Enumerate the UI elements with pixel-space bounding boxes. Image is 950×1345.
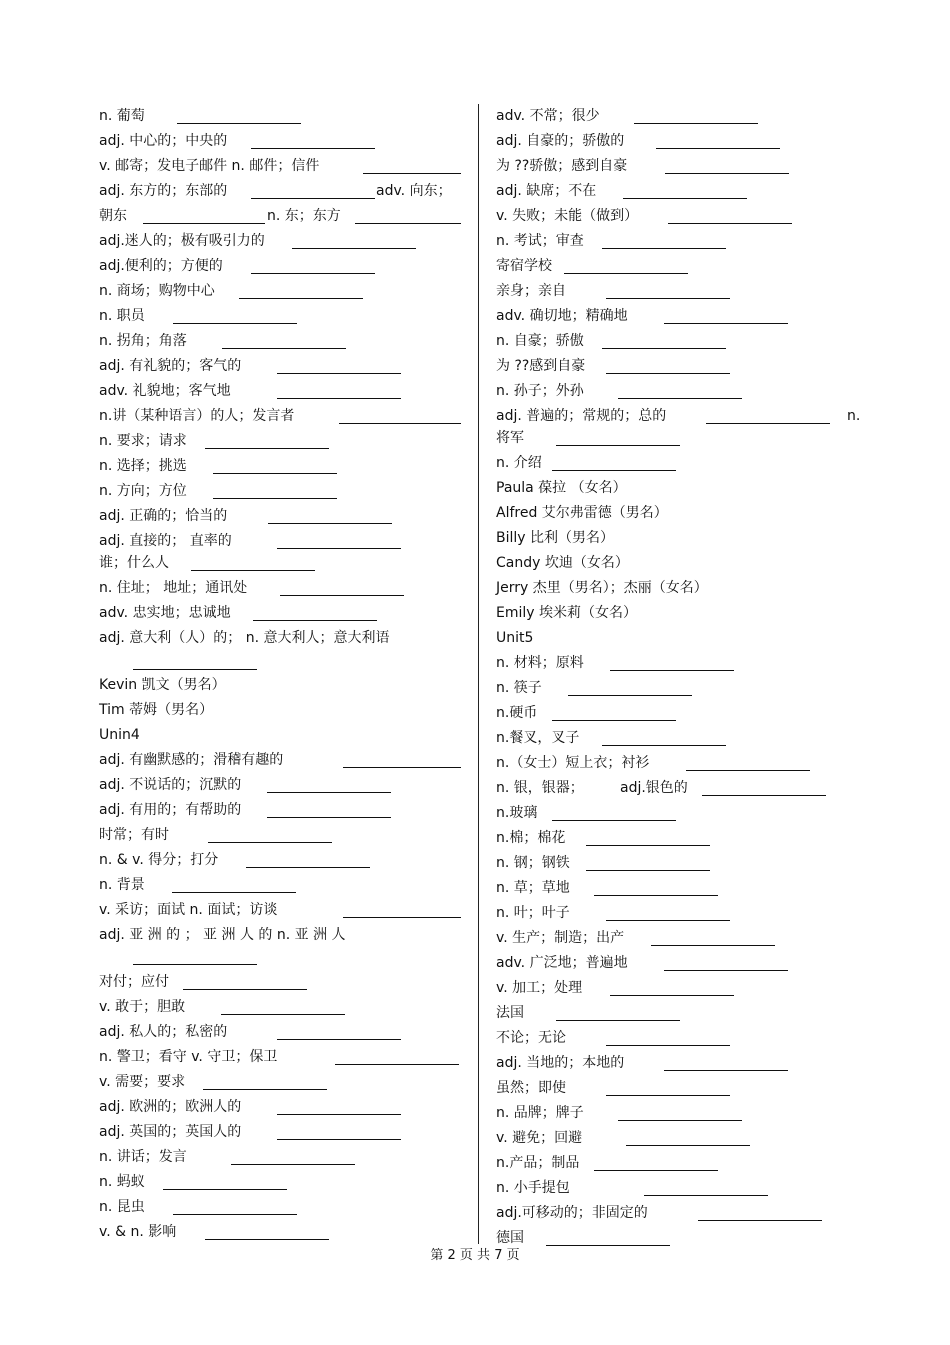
answer-blank[interactable] — [602, 745, 726, 746]
vocab-prompt: adj. 有用的；有帮助的 — [99, 802, 242, 818]
vocab-prompt: n. 钢；钢铁 — [496, 855, 570, 871]
vocab-row — [496, 901, 860, 926]
answer-blank[interactable] — [183, 989, 307, 990]
answer-blank[interactable] — [251, 148, 375, 149]
answer-blank[interactable] — [610, 995, 734, 996]
vocab-prompt: n. 方向；方位 — [99, 483, 187, 499]
vocab-prompt: Paula 葆拉 （女名） — [496, 480, 627, 496]
vocab-row — [496, 776, 860, 801]
answer-blank[interactable] — [552, 720, 676, 721]
vocab-prompt: adv. 确切地；精确地 — [496, 308, 628, 324]
vocab-prompt: n.（女士）短上衣；衬衫 — [496, 755, 650, 771]
answer-blank[interactable] — [602, 248, 726, 249]
answer-blank[interactable] — [221, 1014, 345, 1015]
vocab-row — [99, 970, 463, 995]
vocab-row — [99, 454, 463, 479]
answer-blank[interactable] — [656, 148, 780, 149]
vocab-row — [99, 995, 463, 1020]
vocab-row — [99, 773, 463, 798]
vocab-prompt: adj.可移动的；非固定的 — [496, 1205, 648, 1221]
vocab-prompt: adj. 正确的；恰当的 — [99, 508, 228, 524]
page-number-footer: 第 2 页 共 7 页 — [430, 1248, 520, 1263]
answer-blank[interactable] — [606, 1095, 730, 1096]
vocab-prompt: Billy 比利（男名） — [496, 530, 615, 546]
vocab-row — [99, 404, 463, 429]
vocab-row — [99, 748, 463, 773]
answer-blank[interactable] — [246, 867, 370, 868]
answer-blank[interactable] — [343, 767, 461, 768]
vocab-prompt: adj. 私人的；私密的 — [99, 1024, 228, 1040]
vocab-prompt: 亲身；亲自 — [496, 283, 566, 299]
vocab-prompt: Tim 蒂姆（男名） — [99, 702, 214, 718]
vocab-prompt: adv. 广泛地；普遍地 — [496, 955, 628, 971]
vocab-row — [496, 676, 860, 701]
answer-blank[interactable] — [277, 548, 401, 549]
vocab-prompt: n. 昆虫 — [99, 1199, 145, 1215]
answer-blank[interactable] — [606, 1045, 730, 1046]
answer-blank[interactable] — [213, 498, 337, 499]
answer-blank[interactable] — [251, 198, 375, 199]
vocab-prompt: n. 蚂蚁 — [99, 1174, 145, 1190]
vocab-prompt: n. 考试；审查 — [496, 233, 584, 249]
vocab-row — [496, 354, 860, 379]
answer-blank[interactable] — [644, 1195, 768, 1196]
vocab-row — [496, 204, 860, 229]
vocab-prompt: adv. 忠实地；忠诚地 — [99, 605, 231, 621]
vocab-row — [496, 726, 860, 751]
name-row — [496, 476, 860, 501]
name-row — [496, 551, 860, 576]
vocab-row — [496, 104, 860, 129]
answer-blank[interactable] — [606, 298, 730, 299]
vocab-prompt: 德国 — [496, 1230, 524, 1246]
vocab-prompt: adj. 亚 洲 的 ； 亚 洲 人 的 n. 亚 洲 人 — [99, 927, 346, 943]
name-row — [496, 526, 860, 551]
vocab-prompt: 为 ??骄傲；感到自豪 — [496, 158, 628, 174]
vocab-row — [99, 626, 463, 673]
vocab-row — [496, 751, 860, 776]
unit-title: Unin4 — [99, 727, 140, 743]
vocab-row — [99, 848, 463, 873]
vocab-prompt: v. & n. 影响 — [99, 1224, 177, 1240]
vocab-row — [496, 1126, 860, 1151]
vocab-prompt: adv. 不常；很少 — [496, 108, 600, 124]
vocab-prompt: v. 加工；处理 — [496, 980, 583, 996]
vocab-prompt: 寄宿学校 — [496, 258, 552, 274]
vocab-row — [496, 1151, 860, 1176]
answer-blank[interactable] — [173, 323, 297, 324]
vocab-prompt: v. 需要；要求 — [99, 1074, 186, 1090]
vocab-row — [99, 279, 463, 304]
vocab-row — [99, 504, 463, 529]
answer-blank[interactable] — [292, 248, 416, 249]
vocab-prompt: Emily 埃米莉（女名） — [496, 605, 637, 621]
answer-blank[interactable] — [251, 273, 375, 274]
answer-blank[interactable] — [268, 523, 392, 524]
vocab-row — [99, 1195, 463, 1220]
vocab-prompt: v. 敢于；胆敢 — [99, 999, 186, 1015]
vocab-row — [99, 154, 463, 179]
answer-blank[interactable] — [552, 470, 676, 471]
vocab-row — [496, 1201, 860, 1226]
answer-blank[interactable] — [668, 223, 792, 224]
answer-blank[interactable] — [163, 1189, 287, 1190]
answer-blank[interactable] — [177, 123, 301, 124]
answer-blank[interactable] — [568, 695, 692, 696]
unit-title: Unit5 — [496, 630, 534, 646]
answer-blank[interactable] — [586, 845, 710, 846]
answer-blank[interactable] — [556, 1020, 680, 1021]
vocab-row — [496, 976, 860, 1001]
answer-blank[interactable] — [231, 1164, 355, 1165]
vocab-row — [496, 926, 860, 951]
vocab-row — [99, 304, 463, 329]
answer-blank[interactable] — [213, 473, 337, 474]
vocab-row — [496, 154, 860, 179]
vocab-row — [496, 1026, 860, 1051]
answer-blank[interactable] — [702, 795, 826, 796]
vocab-prompt: n. 材料；原料 — [496, 655, 584, 671]
vocab-row — [99, 1020, 463, 1045]
vocab-prompt: 不论；无论 — [496, 1030, 566, 1046]
vocab-prompt: Kevin 凯文（男名） — [99, 677, 226, 693]
vocab-prompt: n.餐叉，叉子 — [496, 730, 580, 746]
vocab-row — [496, 826, 860, 851]
vocab-row — [99, 823, 463, 848]
vocab-prompt: n.产品；制品 — [496, 1155, 580, 1171]
vocab-prompt: n.玻璃 — [496, 805, 538, 821]
vocab-prompt: n. 叶；叶子 — [496, 905, 570, 921]
name-row — [99, 698, 463, 723]
vocab-row — [496, 701, 860, 726]
vocab-prompt: adv. 礼貌地；客气地 — [99, 383, 231, 399]
answer-blank[interactable] — [602, 348, 726, 349]
vocab-prompt: 将军 — [496, 430, 524, 446]
vocab-row — [496, 876, 860, 901]
answer-blank[interactable] — [594, 895, 718, 896]
vocab-row — [496, 129, 860, 154]
vocab-prompt: n. 介绍 — [496, 455, 542, 471]
vocab-prompt: n.硬币 — [496, 705, 538, 721]
answer-blank[interactable] — [277, 1114, 401, 1115]
answer-blank[interactable] — [267, 792, 391, 793]
vocab-row — [99, 898, 463, 923]
answer-blank[interactable] — [698, 1220, 822, 1221]
answer-blank[interactable] — [203, 1089, 327, 1090]
vocab-prompt: n. 自豪；骄傲 — [496, 333, 584, 349]
vocab-prompt: adj. 不说话的；沉默的 — [99, 777, 242, 793]
vocab-row — [99, 354, 463, 379]
vocab-row — [496, 1076, 860, 1101]
vocab-prompt: adj. 有礼貌的；客气的 — [99, 358, 242, 374]
name-row — [496, 501, 860, 526]
vocab-row — [496, 179, 860, 204]
answer-blank[interactable] — [606, 373, 730, 374]
vocab-prompt: n. 孙子；外孙 — [496, 383, 584, 399]
answer-blank[interactable] — [586, 870, 710, 871]
vocab-row — [99, 529, 463, 576]
vocab-prompt-inline: n. 东；东方 — [267, 208, 341, 224]
vocab-row — [496, 1001, 860, 1026]
vocab-prompt: adj. 中心的；中央的 — [99, 133, 228, 149]
answer-blank[interactable] — [556, 445, 680, 446]
answer-blank[interactable] — [339, 423, 461, 424]
vocab-prompt: adj.迷人的；极有吸引力的 — [99, 233, 265, 249]
vocab-prompt: adj. 普遍的；常规的；总的 — [496, 408, 667, 424]
left-column — [99, 104, 463, 1245]
vocab-row — [496, 851, 860, 876]
vocab-prompt: n. 职员 — [99, 308, 145, 324]
answer-blank[interactable] — [664, 970, 788, 971]
answer-blank[interactable] — [239, 298, 363, 299]
answer-blank[interactable] — [623, 198, 747, 199]
vocab-row — [99, 576, 463, 601]
vocab-row — [496, 329, 860, 354]
vocab-row — [99, 229, 463, 254]
answer-blank[interactable] — [618, 1120, 742, 1121]
answer-blank[interactable] — [277, 1139, 401, 1140]
answer-blank[interactable] — [267, 817, 391, 818]
vocab-prompt: adj. 欧洲的；欧洲人的 — [99, 1099, 242, 1115]
vocab-prompt: n. 小手提包 — [496, 1180, 570, 1196]
vocab-row — [496, 1051, 860, 1076]
vocab-row — [99, 1120, 463, 1145]
vocab-prompt: 时常；有时 — [99, 827, 169, 843]
answer-blank[interactable] — [610, 670, 734, 671]
vocab-row — [496, 279, 860, 304]
vocab-prompt: n. 银，银器； — [496, 780, 584, 796]
answer-blank[interactable] — [205, 448, 329, 449]
vocab-prompt: n. 草；草地 — [496, 880, 570, 896]
vocab-row — [496, 951, 860, 976]
answer-blank[interactable] — [618, 398, 742, 399]
vocab-row — [496, 801, 860, 826]
answer-blank[interactable] — [355, 223, 461, 224]
vocab-prompt: v. 避免；回避 — [496, 1130, 583, 1146]
answer-blank[interactable] — [606, 920, 730, 921]
vocab-prompt: 为 ??感到自豪 — [496, 358, 586, 374]
vocab-row — [496, 304, 860, 329]
vocab-prompt: n. 要求；请求 — [99, 433, 187, 449]
answer-blank[interactable] — [253, 620, 377, 621]
vocab-prompt: adj. 有幽默感的；滑稽有趣的 — [99, 752, 284, 768]
vocab-prompt: 对付；应付 — [99, 974, 169, 990]
vocab-row — [99, 204, 463, 229]
vocab-prompt: n. 商场；购物中心 — [99, 283, 215, 299]
vocab-row — [99, 379, 463, 404]
vocab-prompt: 朝东 — [99, 208, 127, 224]
vocab-row — [496, 651, 860, 676]
vocab-prompt: adj. 缺席；不在 — [496, 183, 597, 199]
vocab-prompt: 虽然；即使 — [496, 1080, 566, 1096]
answer-blank[interactable] — [363, 173, 461, 174]
vocab-prompt: v. 邮寄；发电子邮件 n. 邮件；信件 — [99, 158, 320, 174]
vocab-row — [99, 104, 463, 129]
vocab-prompt: v. 采访；面试 n. 面试；访谈 — [99, 902, 278, 918]
unit-heading — [99, 723, 463, 748]
vocab-prompt: 谁；什么人 — [99, 555, 169, 571]
vocab-prompt-inline: adv. 向东； — [376, 183, 452, 199]
vocab-prompt: adj.便利的；方便的 — [99, 258, 223, 274]
vocab-row — [99, 873, 463, 898]
answer-blank[interactable] — [173, 1214, 297, 1215]
vocab-prompt: Alfred 艾尔弗雷德（男名） — [496, 505, 668, 521]
answer-blank[interactable] — [626, 1145, 750, 1146]
vocab-prompt: adj. 当地的；本地的 — [496, 1055, 625, 1071]
vocab-row — [99, 129, 463, 154]
vocab-row — [99, 1095, 463, 1120]
vocab-prompt: n. 品牌；牌子 — [496, 1105, 584, 1121]
vocab-prompt-inline: n. — [847, 408, 861, 424]
vocab-prompt: n. & v. 得分；打分 — [99, 852, 219, 868]
vocab-prompt: n. 选择；挑选 — [99, 458, 187, 474]
vocab-prompt: Jerry 杰里（男名）；杰丽（女名） — [496, 580, 708, 596]
vocab-prompt: n. 住址； 地址；通讯处 — [99, 580, 248, 596]
answer-blank[interactable] — [277, 373, 401, 374]
answer-blank[interactable] — [133, 669, 257, 670]
vocab-prompt: v. 失败；未能（做到） — [496, 208, 639, 224]
answer-blank[interactable] — [686, 770, 810, 771]
answer-blank[interactable] — [143, 223, 265, 224]
vocab-prompt: adj. 直接的； 直率的 — [99, 533, 232, 549]
vocab-row — [99, 601, 463, 626]
vocab-row — [496, 451, 860, 476]
vocab-prompt: adj. 意大利（人）的； n. 意大利人；意大利语 — [99, 630, 390, 646]
vocab-prompt-inline: adj.银色的 — [620, 780, 688, 796]
vocab-row — [99, 1045, 463, 1070]
vocab-row — [99, 1070, 463, 1095]
vocab-row — [99, 923, 463, 970]
name-row — [99, 673, 463, 698]
answer-blank[interactable] — [191, 570, 315, 571]
answer-blank[interactable] — [664, 1070, 788, 1071]
vocab-row — [496, 379, 860, 404]
name-row — [496, 576, 860, 601]
answer-blank[interactable] — [335, 1064, 459, 1065]
answer-blank[interactable] — [651, 945, 775, 946]
vocab-row — [99, 254, 463, 279]
answer-blank[interactable] — [277, 1039, 401, 1040]
vocab-row — [99, 479, 463, 504]
vocab-prompt: n. 筷子 — [496, 680, 542, 696]
vocab-row — [496, 229, 860, 254]
vocab-prompt: n. 讲话；发言 — [99, 1149, 187, 1165]
answer-blank[interactable] — [634, 123, 758, 124]
vocab-row — [99, 1220, 463, 1245]
answer-blank[interactable] — [665, 173, 789, 174]
vocab-prompt: n.讲（某种语言）的人；发言者 — [99, 408, 295, 424]
answer-blank[interactable] — [594, 1170, 718, 1171]
vocab-prompt: n. 警卫；看守 v. 守卫；保卫 — [99, 1049, 278, 1065]
vocab-row — [496, 254, 860, 279]
answer-blank[interactable] — [172, 892, 296, 893]
vocab-prompt: Candy 坎迪（女名） — [496, 555, 629, 571]
answer-blank[interactable] — [208, 842, 332, 843]
answer-blank[interactable] — [205, 1239, 329, 1240]
vocab-prompt: v. 生产；制造；出产 — [496, 930, 625, 946]
vocab-prompt: n. 背景 — [99, 877, 145, 893]
answer-blank[interactable] — [564, 273, 688, 274]
vocab-row — [99, 429, 463, 454]
vocab-row — [99, 798, 463, 823]
unit-heading — [496, 626, 860, 651]
vocab-prompt: n.棉；棉花 — [496, 830, 566, 846]
vocab-prompt: adj. 东方的；东部的 — [99, 183, 228, 199]
vocab-row — [99, 179, 463, 204]
vocab-row — [496, 404, 860, 451]
vocab-row — [99, 1145, 463, 1170]
vocab-row — [496, 1101, 860, 1126]
answer-blank[interactable] — [277, 398, 401, 399]
right-column — [496, 104, 860, 1251]
vocab-prompt: n. 葡萄 — [99, 108, 145, 124]
answer-blank[interactable] — [133, 964, 257, 965]
answer-blank[interactable] — [552, 820, 676, 821]
answer-blank[interactable] — [664, 323, 788, 324]
vocab-prompt: adj. 自豪的；骄傲的 — [496, 133, 625, 149]
answer-blank[interactable] — [706, 423, 830, 424]
vocab-prompt: 法国 — [496, 1005, 524, 1021]
vocab-row — [496, 1176, 860, 1201]
vocab-row — [99, 1170, 463, 1195]
vocab-prompt: adj. 英国的；英国人的 — [99, 1124, 242, 1140]
answer-blank[interactable] — [280, 595, 404, 596]
name-row — [496, 601, 860, 626]
vocab-prompt: n. 拐角；角落 — [99, 333, 187, 349]
answer-blank[interactable] — [222, 348, 346, 349]
vocab-row — [99, 329, 463, 354]
column-divider — [478, 104, 479, 1244]
answer-blank[interactable] — [343, 917, 461, 918]
